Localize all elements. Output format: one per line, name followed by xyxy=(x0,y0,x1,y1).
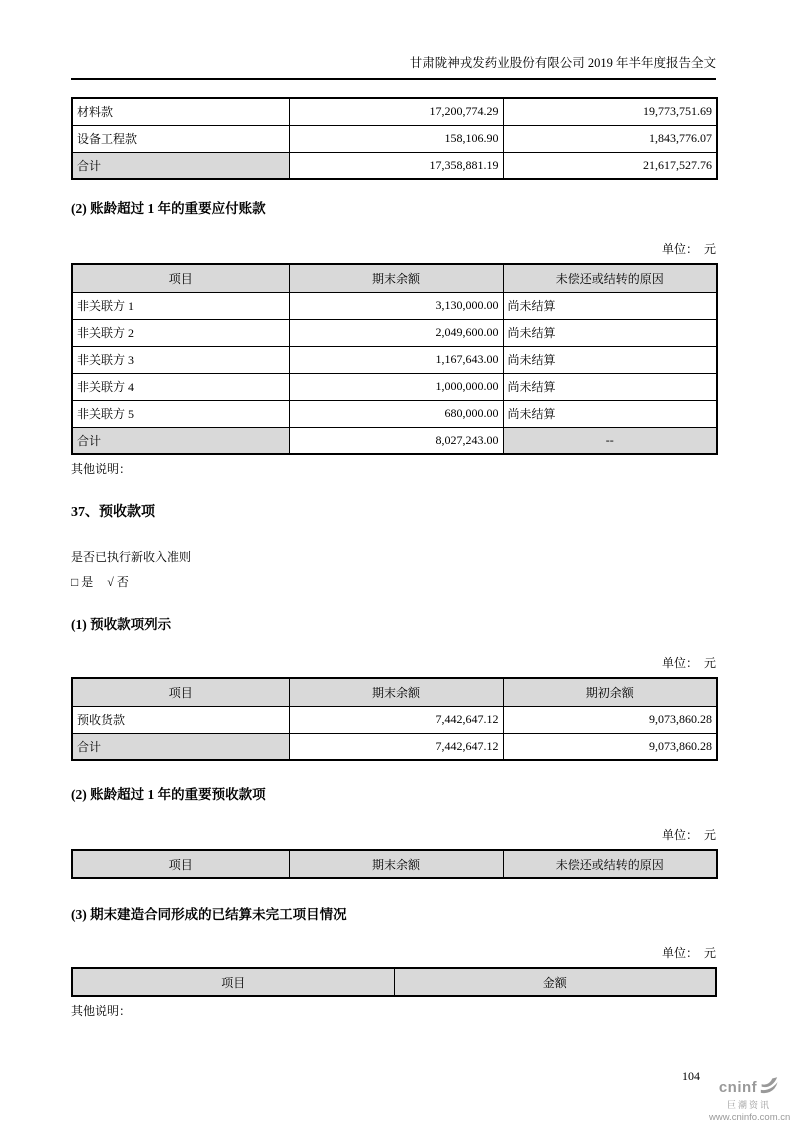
cell-item: 设备工程款 xyxy=(72,125,289,152)
new-revenue-standard-question: 是否已执行新收入准则 xyxy=(71,550,192,564)
table-row xyxy=(72,319,717,346)
cninfo-logo xyxy=(709,1076,789,1122)
col-header-item: 项目 xyxy=(72,850,289,878)
cell-beginning: 9,073,860.28 xyxy=(503,706,717,733)
cell-beginning: 9,073,860.28 xyxy=(503,733,717,760)
cell-amount: 2,049,600.00 xyxy=(289,319,503,346)
cell-ending: 7,442,647.12 xyxy=(289,706,503,733)
table-header-row xyxy=(72,968,716,996)
cell-reason: 尚未结算 xyxy=(503,292,717,319)
col-header-ending: 期末余额 xyxy=(289,850,503,878)
cell-total-label: 合计 xyxy=(72,152,289,179)
cninfo-url: www.cninfo.com.cn xyxy=(709,1112,791,1122)
other-notes-label: 其他说明： xyxy=(71,462,132,476)
table-total-row xyxy=(72,152,717,179)
heading-payables-over-1y: (2) 账龄超过 1 年的重要应付账款 xyxy=(71,201,266,216)
col-header-reason: 未偿还或结转的原因 xyxy=(503,264,717,292)
cell-amount: 680,000.00 xyxy=(289,400,503,427)
cell-item: 非关联方 5 xyxy=(72,400,289,427)
cell-item: 非关联方 1 xyxy=(72,292,289,319)
heading-construction-contracts: (3) 期末建造合同形成的已结算未完工项目情况 xyxy=(71,907,347,922)
cell-ending: 17,358,881.19 xyxy=(289,152,503,179)
cell-beginning: 1,843,776.07 xyxy=(503,125,717,152)
table-header-row xyxy=(72,264,717,292)
table-row xyxy=(72,98,717,125)
report-title: 甘肃陇神戎发药业股份有限公司 2019 年半年度报告全文 xyxy=(409,56,716,70)
cninfo-swirl-icon xyxy=(759,1076,779,1099)
col-header-amount: 金额 xyxy=(394,968,716,996)
table-row xyxy=(72,292,717,319)
cell-item: 非关联方 2 xyxy=(72,319,289,346)
col-header-beginning: 期初余额 xyxy=(503,678,717,706)
table-total-row xyxy=(72,427,717,454)
cell-amount: 1,000,000.00 xyxy=(289,373,503,400)
col-header-item: 项目 xyxy=(72,264,289,292)
cell-item: 非关联方 3 xyxy=(72,346,289,373)
table-row xyxy=(72,400,717,427)
cell-total-reason: -- xyxy=(503,427,717,454)
cell-item: 材料款 xyxy=(72,98,289,125)
cell-ending: 17,200,774.29 xyxy=(289,98,503,125)
cell-amount: 3,130,000.00 xyxy=(289,292,503,319)
construction-contracts-table xyxy=(71,967,717,997)
page-header xyxy=(71,0,716,80)
cell-total-amount: 8,027,243.00 xyxy=(289,427,503,454)
cell-total-label: 合计 xyxy=(72,427,289,454)
cell-reason: 尚未结算 xyxy=(503,400,717,427)
cell-total-label: 合计 xyxy=(72,733,289,760)
cninfo-brand-text: cninf xyxy=(718,1079,758,1096)
cell-ending: 158,106.90 xyxy=(289,125,503,152)
cninfo-chinese-name: 巨潮资讯 xyxy=(726,1100,771,1110)
table-header-row xyxy=(72,850,717,878)
col-header-ending: 期末余额 xyxy=(289,678,503,706)
cell-beginning: 19,773,751.69 xyxy=(503,98,717,125)
cell-item: 非关联方 4 xyxy=(72,373,289,400)
unit-label: 单位： 元 xyxy=(661,828,716,842)
check-mark-icon: √ xyxy=(107,575,114,589)
new-revenue-standard-answer xyxy=(71,575,716,590)
payables-breakdown-table xyxy=(71,97,718,180)
advances-over-1y-table xyxy=(71,849,718,879)
answer-no-label: 否 xyxy=(116,575,129,589)
heading-section-37: 37、预收款项 xyxy=(71,505,155,520)
col-header-item: 项目 xyxy=(72,968,394,996)
other-notes-label: 其他说明： xyxy=(71,1004,132,1018)
unit-label: 单位： 元 xyxy=(661,656,716,670)
heading-advances-over-1y: (2) 账龄超过 1 年的重要预收款项 xyxy=(71,787,266,802)
cell-reason: 尚未结算 xyxy=(503,346,717,373)
cell-item: 预收货款 xyxy=(72,706,289,733)
table-header-row xyxy=(72,678,717,706)
unit-label: 单位： 元 xyxy=(661,242,716,256)
table-row xyxy=(72,125,717,152)
table-row xyxy=(72,373,717,400)
col-header-ending: 期末余额 xyxy=(289,264,503,292)
answer-yes-label: 是 xyxy=(81,575,94,589)
table-row xyxy=(72,346,717,373)
cell-ending: 7,442,647.12 xyxy=(289,733,503,760)
table-row xyxy=(72,706,717,733)
table-total-row xyxy=(72,733,717,760)
payables-over-1y-table xyxy=(71,263,718,455)
cell-reason: 尚未结算 xyxy=(503,319,717,346)
page-number: 104 xyxy=(682,1069,700,1083)
heading-advances-listing: (1) 预收款项列示 xyxy=(71,617,172,632)
col-header-reason: 未偿还或结转的原因 xyxy=(503,850,717,878)
cell-amount: 1,167,643.00 xyxy=(289,346,503,373)
checkbox-unchecked-icon: □ xyxy=(71,575,79,589)
col-header-item: 项目 xyxy=(72,678,289,706)
cell-reason: 尚未结算 xyxy=(503,373,717,400)
cell-beginning: 21,617,527.76 xyxy=(503,152,717,179)
advances-listing-table xyxy=(71,677,718,761)
unit-label: 单位： 元 xyxy=(661,946,716,960)
